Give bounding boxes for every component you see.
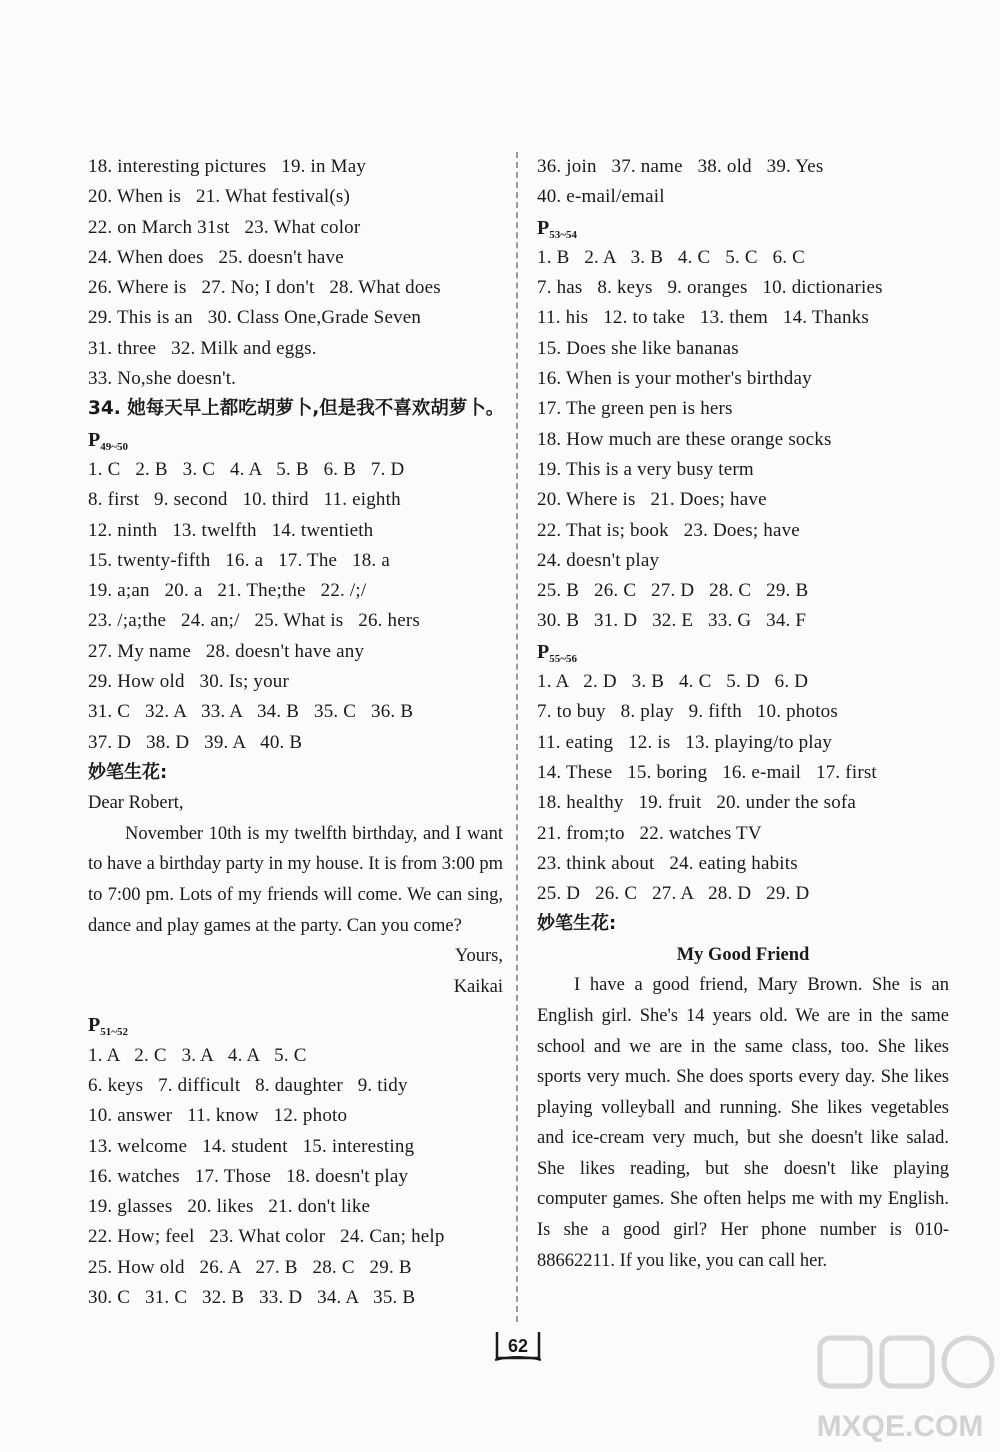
- answer-p51-line: 13. welcome 14. student 15. interesting: [88, 1135, 415, 1157]
- answer-p55-line: 11. eating 12. is 13. playing/to play: [537, 731, 833, 753]
- answer-list-p49-50: [88, 455, 503, 758]
- answer-p55-line: 1. A 2. D 3. B 4. C 5. D 6. D: [537, 671, 809, 693]
- answer-p51-line: 10. answer 11. know 12. photo: [88, 1105, 348, 1127]
- answer-p51-line: 16. watches 17. Those 18. doesn't play: [88, 1165, 409, 1187]
- answer-p53-line: 16. When is your mother's birthday: [537, 368, 812, 390]
- answer-p53-line: 11. his 12. to take 13. them 14. Thanks: [537, 307, 869, 329]
- section-heading-p49-50: $P_{49\sim 50}$: [88, 428, 128, 453]
- answer-line: 18. interesting pictures 19. in May: [88, 156, 367, 177]
- page-number: 62: [507, 1336, 529, 1356]
- answer-line: 22. on March 31st 23. What color: [88, 216, 361, 238]
- page-number-badge: [493, 1328, 543, 1362]
- letter-greeting: Dear Robert,: [88, 793, 184, 814]
- answer-list-p51-52: [88, 1041, 503, 1314]
- answer-line: 29. This is an 30. Class One,Grade Seven: [88, 307, 422, 329]
- answer-p49-line: 1. C 2. B 3. C 4. A 5. B 6. B 7. D: [88, 458, 405, 480]
- section-heading-p53-54: $P_{53\sim 54}$: [537, 216, 577, 241]
- answer-p53-line: 25. B 26. C 27. D 28. C 29. B: [537, 580, 809, 602]
- answer-p53-line: 30. B 31. D 32. E 33. G 34. F: [537, 610, 807, 632]
- answer-p51-line: 19. glasses 20. likes 21. don't like: [88, 1196, 371, 1218]
- answer-line: 24. When does 25. doesn't have: [88, 246, 344, 268]
- answer-p49-line: 27. My name 28. doesn't have any: [88, 640, 365, 662]
- answer-line: 40. e-mail/email: [537, 186, 665, 208]
- answer-p53-line: 22. That is; book 23. Does; have: [537, 519, 800, 541]
- letter-closing: Yours,: [455, 946, 503, 967]
- answer-p53-line: 18. How much are these orange socks: [537, 428, 832, 450]
- answer-line: 26. Where is 27. No; I don't 28. What does: [88, 277, 441, 299]
- answer-p53-line: 7. has 8. keys 9. oranges 10. dictionaries: [537, 277, 883, 299]
- answer-p51-line: 25. How old 26. A 27. B 28. C 29. B: [88, 1256, 412, 1278]
- answer-p53-line: 19. This is a very busy term: [537, 458, 754, 480]
- column-divider: [516, 152, 518, 1322]
- answer-p53-line: 15. Does she like bananas: [537, 337, 739, 359]
- answer-p55-line: 7. to buy 8. play 9. fifth 10. photos: [537, 701, 838, 723]
- essay-title: My Good Friend: [676, 944, 810, 965]
- section-heading-p51-52: $P_{51\sim 52}$: [88, 1014, 128, 1039]
- essay-body: I have a good friend, Mary Brown. She is an English girl. She's 14 years old. We are in the same school and we are in the same class, too. She likes sports very much. She does sports every day. She likes playing volleyball and running. She likes vegetables and ice-cream very much, but she doesn't like salad. She likes reading, but she doesn't like playing computer games. She often helps me with my English. Is she a good girl? Her phone number is 010-88662211. If you like, you can call her.: [537, 975, 949, 1271]
- answer-line: 33. No,she doesn't.: [88, 368, 237, 390]
- answer-list-right-top: [537, 152, 949, 213]
- answer-p55-line: 14. These 15. boring 16. e-mail 17. first: [537, 761, 877, 783]
- answer-p53-line: 1. B 2. A 3. B 4. C 5. C 6. C: [537, 246, 806, 268]
- watermark-icon: [800, 1330, 1000, 1447]
- answer-p49-line: 12. ninth 13. twelfth 14. twentieth: [88, 519, 374, 541]
- answer-p55-line: 23. think about 24. eating habits: [537, 852, 798, 874]
- answer-p55-line: 21. from;to 22. watches TV: [537, 822, 762, 844]
- answer-p49-line: 29. How old 30. Is; your: [88, 671, 289, 693]
- right-column: [537, 152, 949, 1276]
- answer-p53-line: 20. Where is 21. Does; have: [537, 489, 767, 511]
- answer-list-top: [88, 152, 503, 394]
- answer-line-34: 34. 她每天早上都吃胡萝卜,但是我不喜欢胡萝卜。: [88, 398, 505, 420]
- letter-body: November 10th is my twelfth birthday, and I want to have a birthday party in my house. It is from 3:00 pm to 7:00 pm. Lots of my friends will come. We can sing, dance and play games at the party. Can you come?: [88, 823, 503, 936]
- answer-line: 20. When is 21. What festival(s): [88, 186, 351, 208]
- watermark-logo: [800, 1330, 1000, 1447]
- answer-p49-line: 15. twenty-fifth 16. a 17. The 18. a: [88, 549, 390, 571]
- answer-line: 36. join 37. name 38. old 39. Yes: [537, 156, 824, 177]
- writing-label: 妙笔生花:: [537, 913, 617, 935]
- answer-line: 31. three 32. Milk and eggs.: [88, 337, 317, 359]
- answer-p49-line: 31. C 32. A 33. A 34. B 35. C 36. B: [88, 701, 414, 723]
- answer-p49-line: 37. D 38. D 39. A 40. B: [88, 731, 303, 753]
- answer-p51-line: 6. keys 7. difficult 8. daughter 9. tidy: [88, 1074, 408, 1096]
- left-column: [88, 152, 503, 1313]
- answer-list-p55-56: [537, 667, 949, 909]
- writing-label: 妙笔生花:: [88, 761, 168, 783]
- answer-p53-line: 17. The green pen is hers: [537, 398, 733, 420]
- answer-p53-line: 24. doesn't play: [537, 549, 660, 571]
- letter-signature: Kaikai: [453, 976, 503, 997]
- answer-p49-line: 8. first 9. second 10. third 11. eighth: [88, 489, 401, 511]
- section-heading-p55-56: $P_{55\sim 56}$: [537, 640, 577, 665]
- answer-list-p53-54: [537, 243, 949, 637]
- answer-p49-line: 23. /;a;the 24. an;/ 25. What is 26. hers: [88, 610, 421, 632]
- answer-p51-line: 1. A 2. C 3. A 4. A 5. C: [88, 1044, 307, 1066]
- watermark-text: MXQE.COM: [816, 1410, 984, 1443]
- answer-p51-line: 22. How; feel 23. What color 24. Can; help: [88, 1226, 445, 1248]
- answer-p55-line: 25. D 26. C 27. A 28. D 29. D: [537, 883, 810, 905]
- answer-p51-line: 30. C 31. C 32. B 33. D 34. A 35. B: [88, 1287, 416, 1309]
- answer-p55-line: 18. healthy 19. fruit 20. under the sofa: [537, 792, 857, 814]
- answer-p49-line: 19. a;an 20. a 21. The;the 22. /;/: [88, 580, 367, 602]
